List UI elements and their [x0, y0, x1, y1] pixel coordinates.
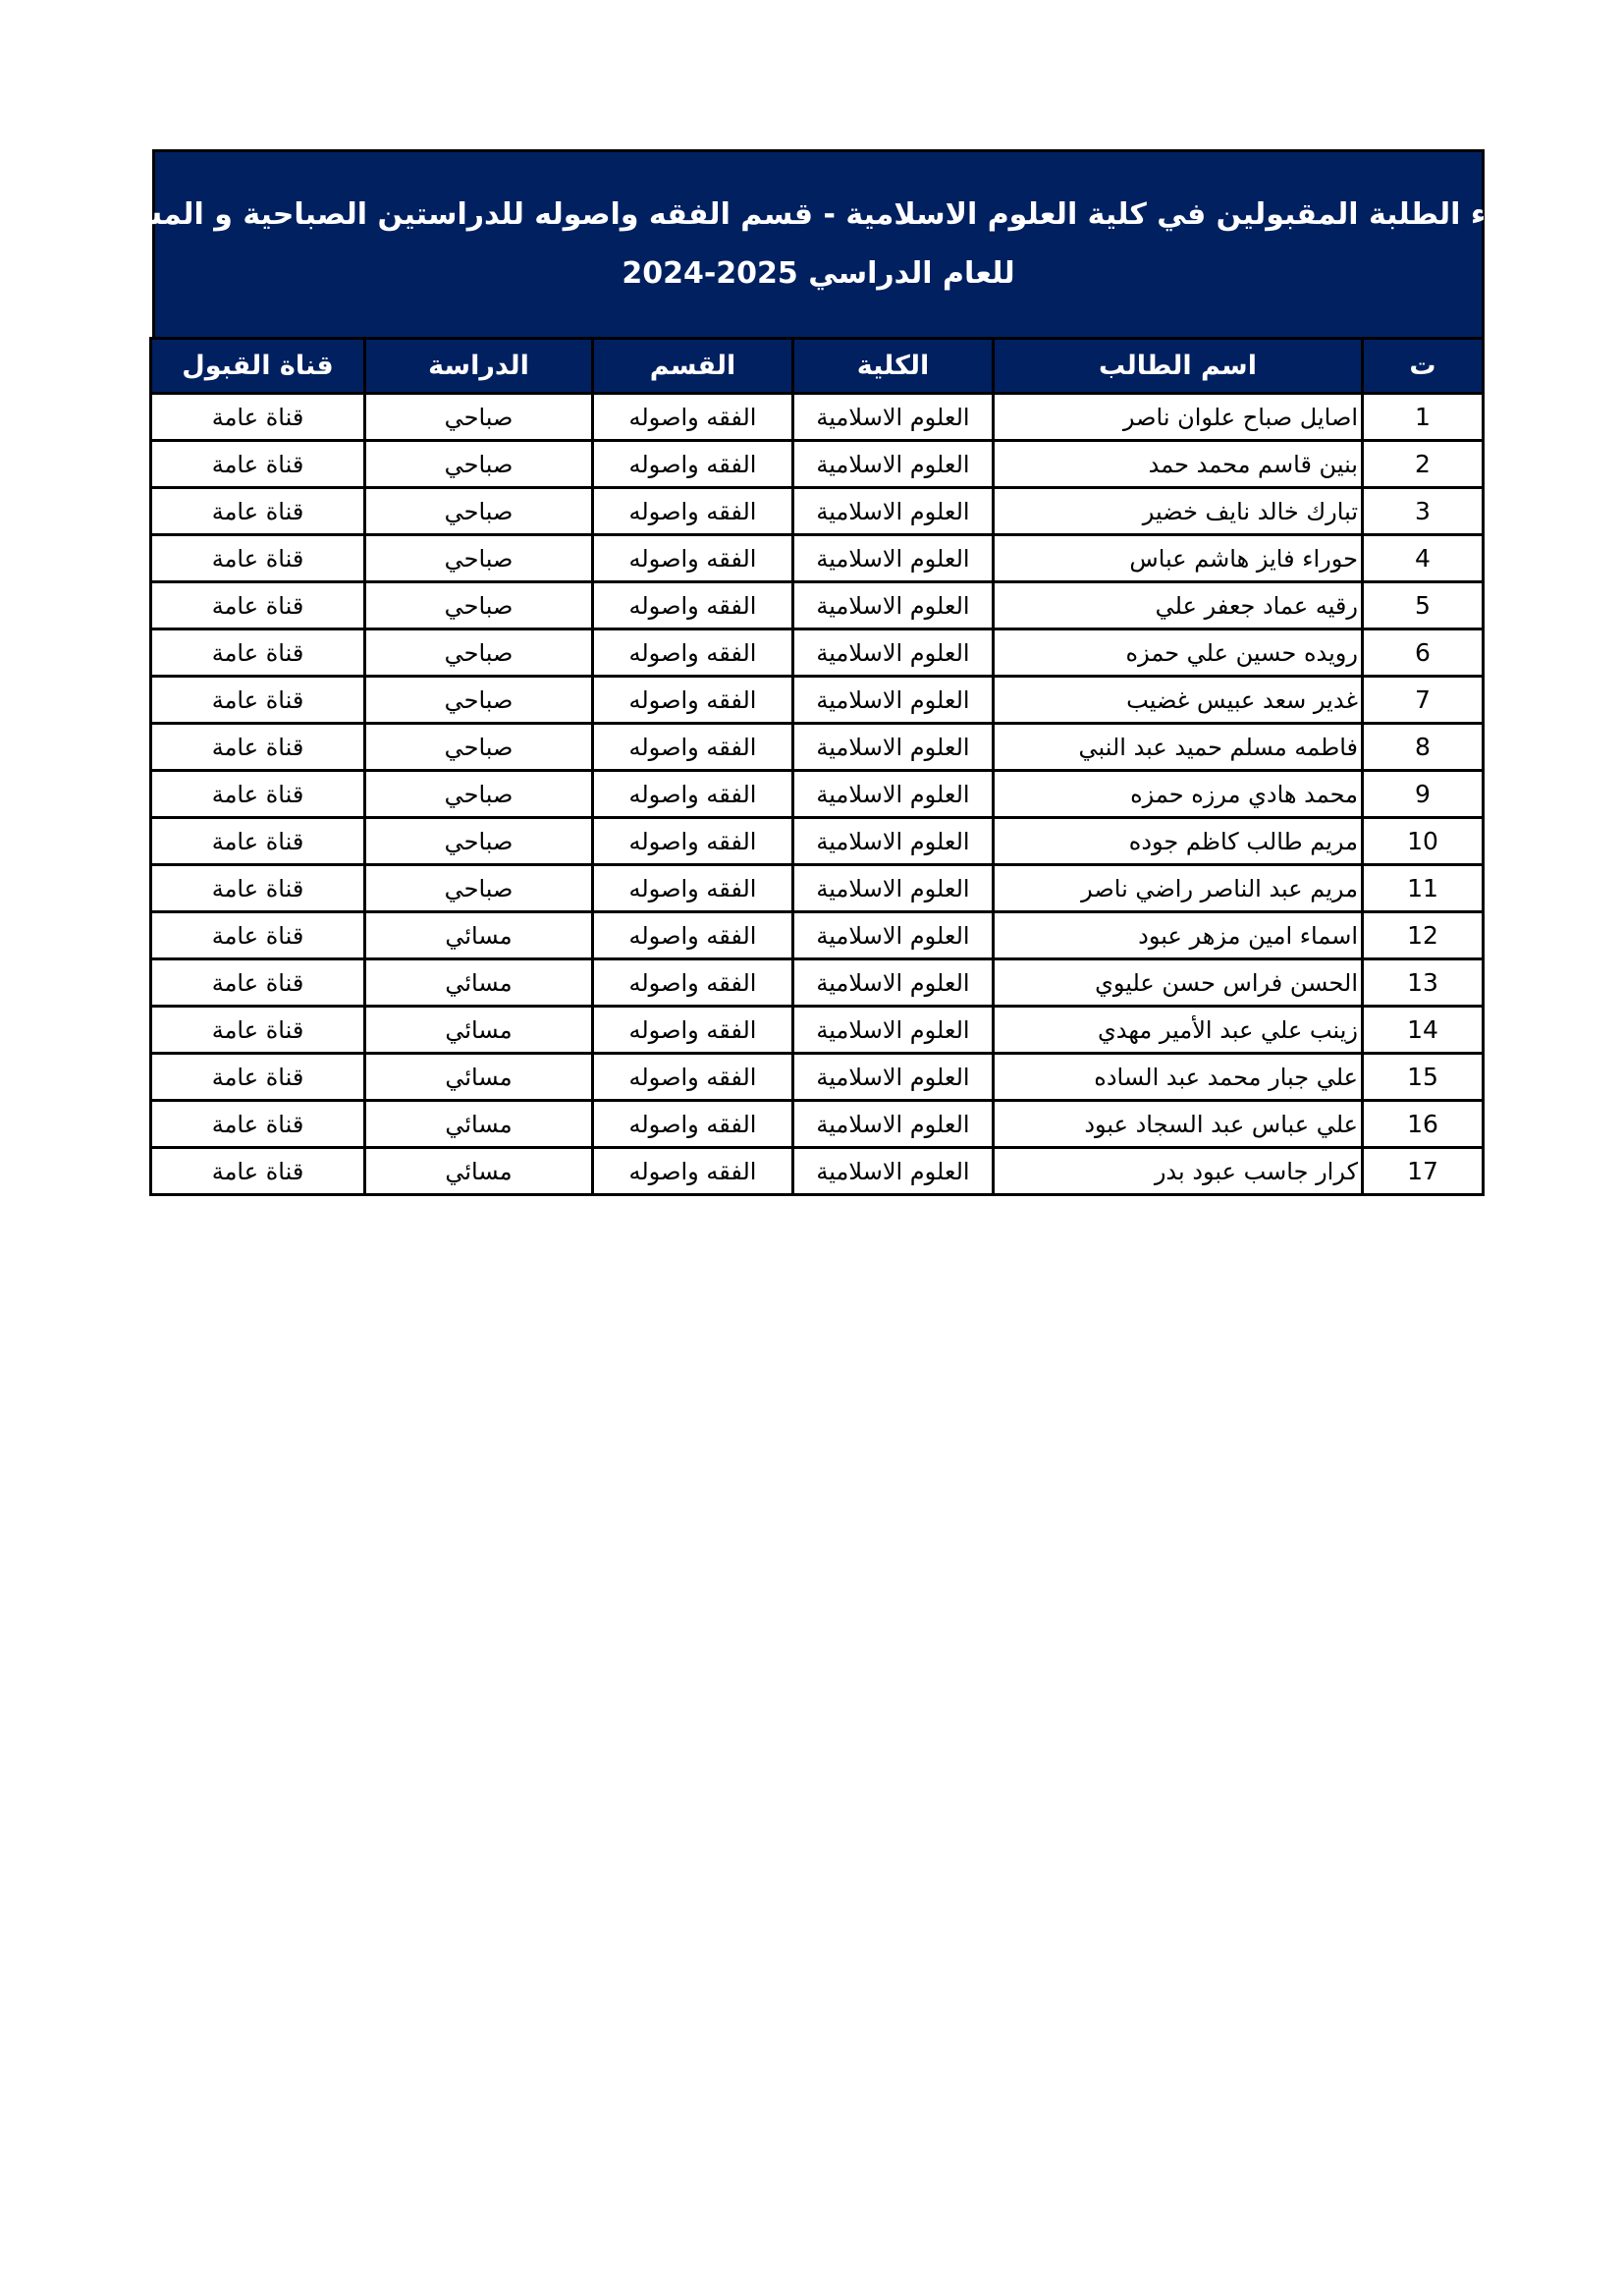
study-type-cell: صباحي: [365, 629, 593, 677]
admission-channel-cell: قناة عامة: [151, 488, 365, 535]
department-cell: الفقه واصوله: [593, 771, 793, 818]
table-row: [151, 1054, 1484, 1101]
college-cell: العلوم الاسلامية: [793, 912, 994, 959]
college-cell: العلوم الاسلامية: [793, 488, 994, 535]
row-index-cell: 7: [1363, 677, 1484, 724]
table-row: [151, 912, 1484, 959]
admission-channel-cell: قناة عامة: [151, 535, 365, 582]
admission-channel-cell: قناة عامة: [151, 629, 365, 677]
department-cell: الفقه واصوله: [593, 1101, 793, 1148]
row-index-cell: 6: [1363, 629, 1484, 677]
department-cell: الفقه واصوله: [593, 865, 793, 912]
table-row: [151, 1101, 1484, 1148]
department-cell: الفقه واصوله: [593, 818, 793, 865]
study-type-cell: مسائي: [365, 1007, 593, 1054]
admission-channel-cell: قناة عامة: [151, 724, 365, 771]
admission-channel-cell: قناة عامة: [151, 771, 365, 818]
student-name-cell: زينب علي عبد الأمير مهدي: [994, 1007, 1363, 1054]
table-row: [151, 771, 1484, 818]
student-name-cell: علي جبار محمد عبد الساده: [994, 1054, 1363, 1101]
column-header-index: ت: [1363, 339, 1484, 394]
admission-channel-cell: قناة عامة: [151, 959, 365, 1007]
study-type-cell: مسائي: [365, 1148, 593, 1195]
column-header-admission-channel: قناة القبول: [151, 339, 365, 394]
admission-channel-cell: قناة عامة: [151, 1101, 365, 1148]
department-cell: الفقه واصوله: [593, 1054, 793, 1101]
table-row: [151, 535, 1484, 582]
department-cell: الفقه واصوله: [593, 441, 793, 488]
student-name-cell: تبارك خالد نايف خضير: [994, 488, 1363, 535]
department-cell: الفقه واصوله: [593, 394, 793, 441]
department-cell: الفقه واصوله: [593, 1007, 793, 1054]
row-index-cell: 16: [1363, 1101, 1484, 1148]
column-header-study-type: الدراسة: [365, 339, 593, 394]
study-type-cell: مسائي: [365, 1054, 593, 1101]
row-index-cell: 12: [1363, 912, 1484, 959]
row-index-cell: 3: [1363, 488, 1484, 535]
row-index-cell: 14: [1363, 1007, 1484, 1054]
department-cell: الفقه واصوله: [593, 724, 793, 771]
college-cell: العلوم الاسلامية: [793, 441, 994, 488]
college-cell: العلوم الاسلامية: [793, 1054, 994, 1101]
row-index-cell: 5: [1363, 582, 1484, 629]
college-cell: العلوم الاسلامية: [793, 865, 994, 912]
study-type-cell: صباحي: [365, 677, 593, 724]
admission-channel-cell: قناة عامة: [151, 865, 365, 912]
study-type-cell: صباحي: [365, 818, 593, 865]
department-cell: الفقه واصوله: [593, 912, 793, 959]
column-header-student-name: اسم الطالب: [994, 339, 1363, 394]
college-cell: العلوم الاسلامية: [793, 771, 994, 818]
study-type-cell: مسائي: [365, 959, 593, 1007]
college-cell: العلوم الاسلامية: [793, 1148, 994, 1195]
student-name-cell: رقيه عماد جعفر علي: [994, 582, 1363, 629]
college-cell: العلوم الاسلامية: [793, 535, 994, 582]
row-index-cell: 8: [1363, 724, 1484, 771]
report-title-line-2: للعام الدراسي 2025-2024: [622, 256, 1015, 291]
college-cell: العلوم الاسلامية: [793, 959, 994, 1007]
table-body: [151, 394, 1484, 1195]
study-type-cell: صباحي: [365, 865, 593, 912]
college-cell: العلوم الاسلامية: [793, 582, 994, 629]
study-type-cell: صباحي: [365, 441, 593, 488]
admission-channel-cell: قناة عامة: [151, 582, 365, 629]
study-type-cell: صباحي: [365, 535, 593, 582]
admission-channel-cell: قناة عامة: [151, 1148, 365, 1195]
row-index-cell: 17: [1363, 1148, 1484, 1195]
college-cell: العلوم الاسلامية: [793, 818, 994, 865]
department-cell: الفقه واصوله: [593, 677, 793, 724]
admission-channel-cell: قناة عامة: [151, 677, 365, 724]
college-cell: العلوم الاسلامية: [793, 1101, 994, 1148]
study-type-cell: مسائي: [365, 1101, 593, 1148]
table-row: [151, 488, 1484, 535]
student-name-cell: اسماء امين مزهر عبود: [994, 912, 1363, 959]
table-row: [151, 629, 1484, 677]
row-index-cell: 9: [1363, 771, 1484, 818]
row-index-cell: 11: [1363, 865, 1484, 912]
student-name-cell: رويده حسين علي حمزه: [994, 629, 1363, 677]
department-cell: الفقه واصوله: [593, 535, 793, 582]
admission-channel-cell: قناة عامة: [151, 818, 365, 865]
table-row: [151, 394, 1484, 441]
student-name-cell: مريم عبد الناصر راضي ناصر: [994, 865, 1363, 912]
admission-channel-cell: قناة عامة: [151, 912, 365, 959]
row-index-cell: 15: [1363, 1054, 1484, 1101]
table-row: [151, 677, 1484, 724]
student-name-cell: الحسن فراس حسن عليوي: [994, 959, 1363, 1007]
admission-channel-cell: قناة عامة: [151, 1007, 365, 1054]
table-row: [151, 818, 1484, 865]
department-cell: الفقه واصوله: [593, 488, 793, 535]
department-cell: الفقه واصوله: [593, 959, 793, 1007]
study-type-cell: مسائي: [365, 912, 593, 959]
study-type-cell: صباحي: [365, 394, 593, 441]
row-index-cell: 10: [1363, 818, 1484, 865]
column-header-department: القسم: [593, 339, 793, 394]
study-type-cell: صباحي: [365, 724, 593, 771]
study-type-cell: صباحي: [365, 771, 593, 818]
study-type-cell: صباحي: [365, 582, 593, 629]
admission-channel-cell: قناة عامة: [151, 441, 365, 488]
report-title-block: [81, 149, 1556, 337]
table-row: [151, 582, 1484, 629]
department-cell: الفقه واصوله: [593, 582, 793, 629]
college-cell: العلوم الاسلامية: [793, 1007, 994, 1054]
student-name-cell: فاطمه مسلم حميد عبد النبي: [994, 724, 1363, 771]
student-name-cell: بنين قاسم محمد حمد: [994, 441, 1363, 488]
student-name-cell: مريم طالب كاظم جوده: [994, 818, 1363, 865]
students-table: [149, 337, 1485, 1196]
college-cell: العلوم الاسلامية: [793, 677, 994, 724]
admission-channel-cell: قناة عامة: [151, 394, 365, 441]
report-title-line-1: اسماء الطلبة المقبولين في كلية العلوم الاسلامية - قسم الفقه واصوله للدراستين الصباحية و المسائية: [81, 196, 1556, 232]
table-header: [151, 339, 1484, 394]
table-row: [151, 865, 1484, 912]
table-row: [151, 959, 1484, 1007]
table-row: [151, 441, 1484, 488]
college-cell: العلوم الاسلامية: [793, 724, 994, 771]
admission-channel-cell: قناة عامة: [151, 1054, 365, 1101]
student-name-cell: كرار جاسب عبود بدر: [994, 1148, 1363, 1195]
college-cell: العلوم الاسلامية: [793, 394, 994, 441]
row-index-cell: 2: [1363, 441, 1484, 488]
college-cell: العلوم الاسلامية: [793, 629, 994, 677]
student-name-cell: محمد هادي مرزه حمزه: [994, 771, 1363, 818]
row-index-cell: 1: [1363, 394, 1484, 441]
department-cell: الفقه واصوله: [593, 629, 793, 677]
table-row: [151, 1148, 1484, 1195]
student-name-cell: غدير سعد عبيس غضيب: [994, 677, 1363, 724]
header-row: [151, 339, 1484, 394]
student-name-cell: حوراء فايز هاشم عباس: [994, 535, 1363, 582]
acceptance-list-document: [81, 149, 1556, 1196]
column-header-college: الكلية: [793, 339, 994, 394]
row-index-cell: 4: [1363, 535, 1484, 582]
student-name-cell: اصايل صباح علوان ناصر: [994, 394, 1363, 441]
department-cell: الفقه واصوله: [593, 1148, 793, 1195]
table-row: [151, 724, 1484, 771]
study-type-cell: صباحي: [365, 488, 593, 535]
student-name-cell: علي عباس عبد السجاد عبود: [994, 1101, 1363, 1148]
table-row: [151, 1007, 1484, 1054]
row-index-cell: 13: [1363, 959, 1484, 1007]
